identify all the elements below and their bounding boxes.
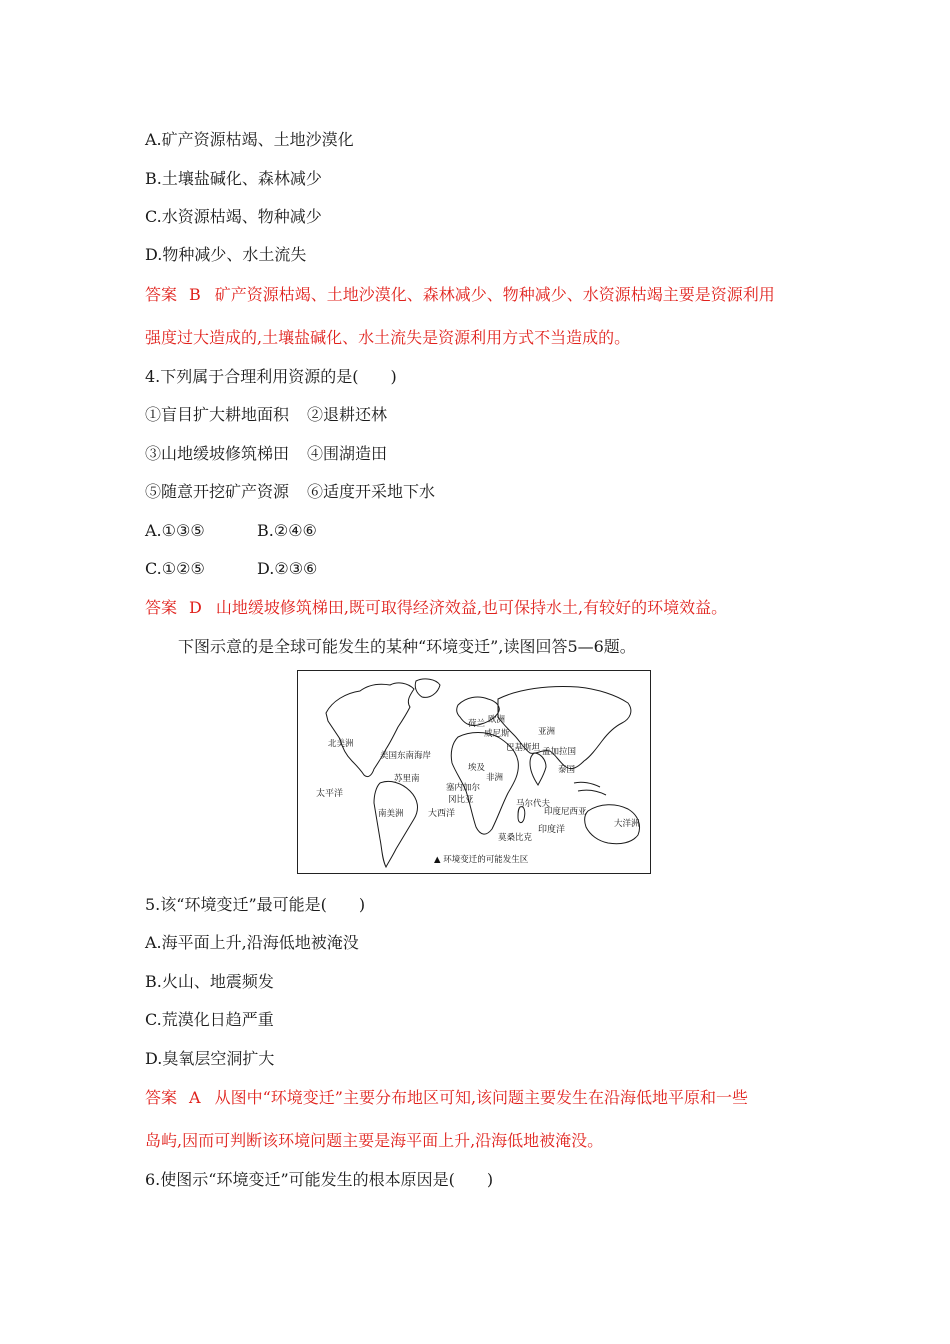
greenland-outline bbox=[415, 679, 440, 697]
q4-option-a: A.①③⑤ bbox=[145, 521, 205, 540]
q3-answer-cont: 强度过大造成的,土壤盐碱化、水土流失是资源利用方式不当造成的。 bbox=[145, 328, 631, 347]
answer-tag: 答案 bbox=[145, 598, 178, 617]
answer-key: D bbox=[189, 598, 202, 617]
legend-marker-icon: ▲ bbox=[434, 855, 441, 865]
north-america-outline bbox=[326, 683, 414, 777]
label-asia: 亚洲 bbox=[538, 727, 556, 737]
q5-answer bbox=[145, 1087, 748, 1109]
label-north-america: 北美洲 bbox=[328, 739, 354, 749]
label-europe: 欧洲 bbox=[488, 715, 506, 725]
label-mozambique: 莫桑比克 bbox=[498, 833, 533, 843]
label-indian: 印度洋 bbox=[538, 825, 566, 835]
answer-tag: 答案 bbox=[145, 285, 178, 304]
label-pakistan: 巴基斯坦 bbox=[506, 743, 541, 753]
label-maldives: 马尔代夫 bbox=[516, 799, 551, 809]
q4-item-1: ①盲目扩大耕地面积 bbox=[145, 405, 290, 424]
q4-option-b: B.②④⑥ bbox=[257, 521, 317, 540]
label-egypt: 埃及 bbox=[468, 763, 486, 773]
answer-key: A bbox=[189, 1088, 201, 1107]
q5-stem: 5.该“环境变迁”最可能是( ) bbox=[145, 895, 366, 914]
world-map-figure bbox=[297, 670, 651, 874]
q4-items-row3 bbox=[145, 481, 435, 503]
india-outline bbox=[530, 753, 546, 785]
answer-explanation: 矿产资源枯竭、土地沙漠化、森林减少、物种减少、水资源枯竭主要是资源利用 bbox=[214, 285, 775, 304]
south-america-outline bbox=[374, 781, 417, 867]
q5-option-a: A.海平面上升,沿海低地被淹没 bbox=[145, 933, 359, 952]
q4-options-row2 bbox=[145, 558, 317, 580]
q5-option-d: D.臭氧层空洞扩大 bbox=[145, 1049, 275, 1068]
q3-option-d: D.物种减少、水土流失 bbox=[145, 245, 307, 264]
legend-text: 环境变迁的可能发生区 bbox=[443, 855, 529, 865]
label-senegal: 塞内加尔 bbox=[446, 783, 481, 793]
answer-explanation: 山地缓坡修筑梯田,既可取得经济效益,也可保持水土,有较好的环境效益。 bbox=[215, 598, 728, 617]
label-pacific: 太平洋 bbox=[316, 789, 344, 799]
q3-option-b: B.土壤盐碱化、森林减少 bbox=[145, 169, 322, 188]
label-oceania: 大洋洲 bbox=[614, 819, 640, 829]
q4-item-5: ⑤随意开挖矿产资源 bbox=[145, 482, 290, 501]
label-venice: 威尼斯 bbox=[484, 729, 510, 739]
q4-items-row1 bbox=[145, 404, 387, 426]
label-gambia: 冈比亚 bbox=[448, 795, 474, 805]
indonesia-outline bbox=[574, 782, 606, 795]
q4-option-c: C.①②⑤ bbox=[145, 559, 205, 578]
q4-options-row1 bbox=[145, 520, 317, 542]
label-atlantic: 大西洋 bbox=[428, 809, 456, 819]
label-indonesia: 印度尼西亚 bbox=[544, 807, 587, 817]
map-legend bbox=[434, 855, 528, 865]
q5-option-b: B.火山、地震频发 bbox=[145, 972, 274, 991]
label-bangladesh: 孟加拉国 bbox=[542, 747, 577, 757]
map-intro: 下图示意的是全球可能发生的某种“环境变迁”,读图回答5—6题。 bbox=[178, 637, 636, 656]
answer-explanation: 从图中“环境变迁”主要分布地区可知,该问题主要发生在沿海低地平原和一些 bbox=[214, 1088, 749, 1107]
q4-items-row2 bbox=[145, 443, 387, 465]
q3-answer bbox=[145, 284, 775, 306]
q4-item-6: ⑥适度开采地下水 bbox=[307, 482, 436, 501]
q4-option-d: D.②③⑥ bbox=[257, 559, 318, 578]
label-us-coast: 美国东南海岸 bbox=[380, 751, 432, 761]
q5-option-c: C.荒漠化日趋严重 bbox=[145, 1010, 274, 1029]
q3-option-a: A.矿产资源枯竭、土地沙漠化 bbox=[145, 130, 354, 149]
q4-answer bbox=[145, 597, 727, 619]
q3-option-c: C.水资源枯竭、物种减少 bbox=[145, 207, 322, 226]
answer-key: B bbox=[189, 285, 201, 304]
label-thailand: 泰国 bbox=[558, 765, 576, 775]
label-south-america: 南美洲 bbox=[378, 809, 404, 819]
label-netherlands: 荷兰 bbox=[468, 719, 486, 729]
q4-item-4: ④围湖造田 bbox=[307, 444, 388, 463]
q6-stem: 6.使图示“环境变迁”可能发生的根本原因是( ) bbox=[145, 1170, 494, 1189]
q4-item-3: ③山地缓坡修筑梯田 bbox=[145, 444, 290, 463]
q4-item-2: ②退耕还林 bbox=[307, 405, 388, 424]
label-suriname: 苏里南 bbox=[394, 774, 420, 784]
q5-answer-cont: 岛屿,因而可判断该环境问题主要是海平面上升,沿海低地被淹没。 bbox=[145, 1131, 604, 1150]
q4-stem: 4.下列属于合理利用资源的是( ) bbox=[145, 367, 397, 386]
label-africa: 非洲 bbox=[486, 773, 504, 783]
madagascar-outline bbox=[518, 807, 525, 823]
answer-tag: 答案 bbox=[145, 1088, 178, 1107]
